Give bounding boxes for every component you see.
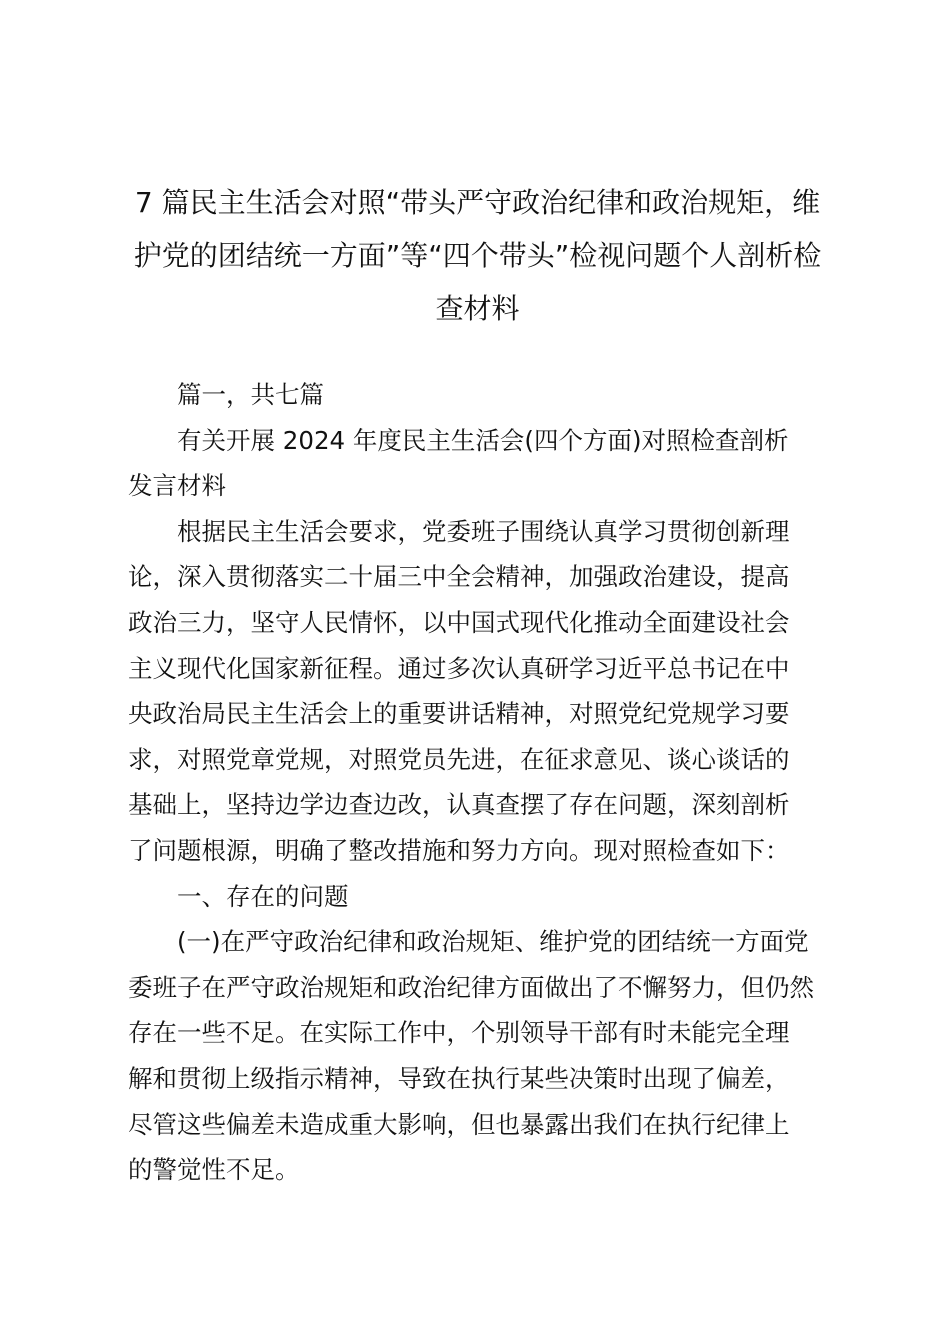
title-line: 查材料 <box>435 292 520 325</box>
paragraph-line: 存在一些不足。在实际工作中，个别领导干部有时未能完全理 <box>128 1018 790 1048</box>
subtitle-line: 发言材料 <box>128 471 226 501</box>
title-line: 7 篇民主生活会对照“带头严守政治纪律和政治规矩，维 <box>134 186 821 219</box>
document-body <box>128 372 828 1193</box>
paragraph-line: 委班子在严守政治规矩和政治纪律方面做出了不懈努力，但仍然 <box>128 972 814 1002</box>
paragraph-line: 央政治局民主生活会上的重要讲话精神，对照党纪党规学习要 <box>128 699 790 729</box>
paragraph-line: 尽管这些偏差未造成重大影响，但也暴露出我们在执行纪律上 <box>128 1109 790 1139</box>
section-heading: 一、存在的问题 <box>177 881 349 911</box>
title-line: 护党的团结统一方面”等“四个带头”检视问题个人剖析检 <box>133 239 822 272</box>
paragraph-line: 根据民主生活会要求，党委班子围绕认真学习贯彻创新理 <box>177 516 790 546</box>
paragraph-line: 求，对照党章党规，对照党员先进，在征求意见、谈心谈话的 <box>128 744 790 774</box>
subtitle-line: 有关开展 2024 年度民主生活会(四个方面)对照检查剖析 <box>177 425 789 455</box>
paragraph-line: 基础上，坚持边学边查边改，认真查摆了存在问题，深刻剖析 <box>128 790 790 820</box>
paragraph-line: 论，深入贯彻落实二十届三中全会精神，加强政治建设，提高 <box>128 562 790 592</box>
paragraph-line: 的警觉性不足。 <box>128 1155 300 1185</box>
paragraph-line: 政治三力，坚守人民情怀，以中国式现代化推动全面建设社会 <box>128 607 790 637</box>
section-label: 篇一，共七篇 <box>177 380 324 409</box>
paragraph-line: 了问题根源，明确了整改措施和努力方向。现对照检查如下： <box>128 835 790 865</box>
paragraph-line: (一)在严守政治纪律和政治规矩、维护党的团结统一方面党 <box>177 927 809 957</box>
document-title <box>120 176 835 335</box>
paragraph-line: 主义现代化国家新征程。通过多次认真研学习近平总书记在中 <box>128 653 790 683</box>
paragraph-line: 解和贯彻上级指示精神，导致在执行某些决策时出现了偏差， <box>128 1063 790 1093</box>
